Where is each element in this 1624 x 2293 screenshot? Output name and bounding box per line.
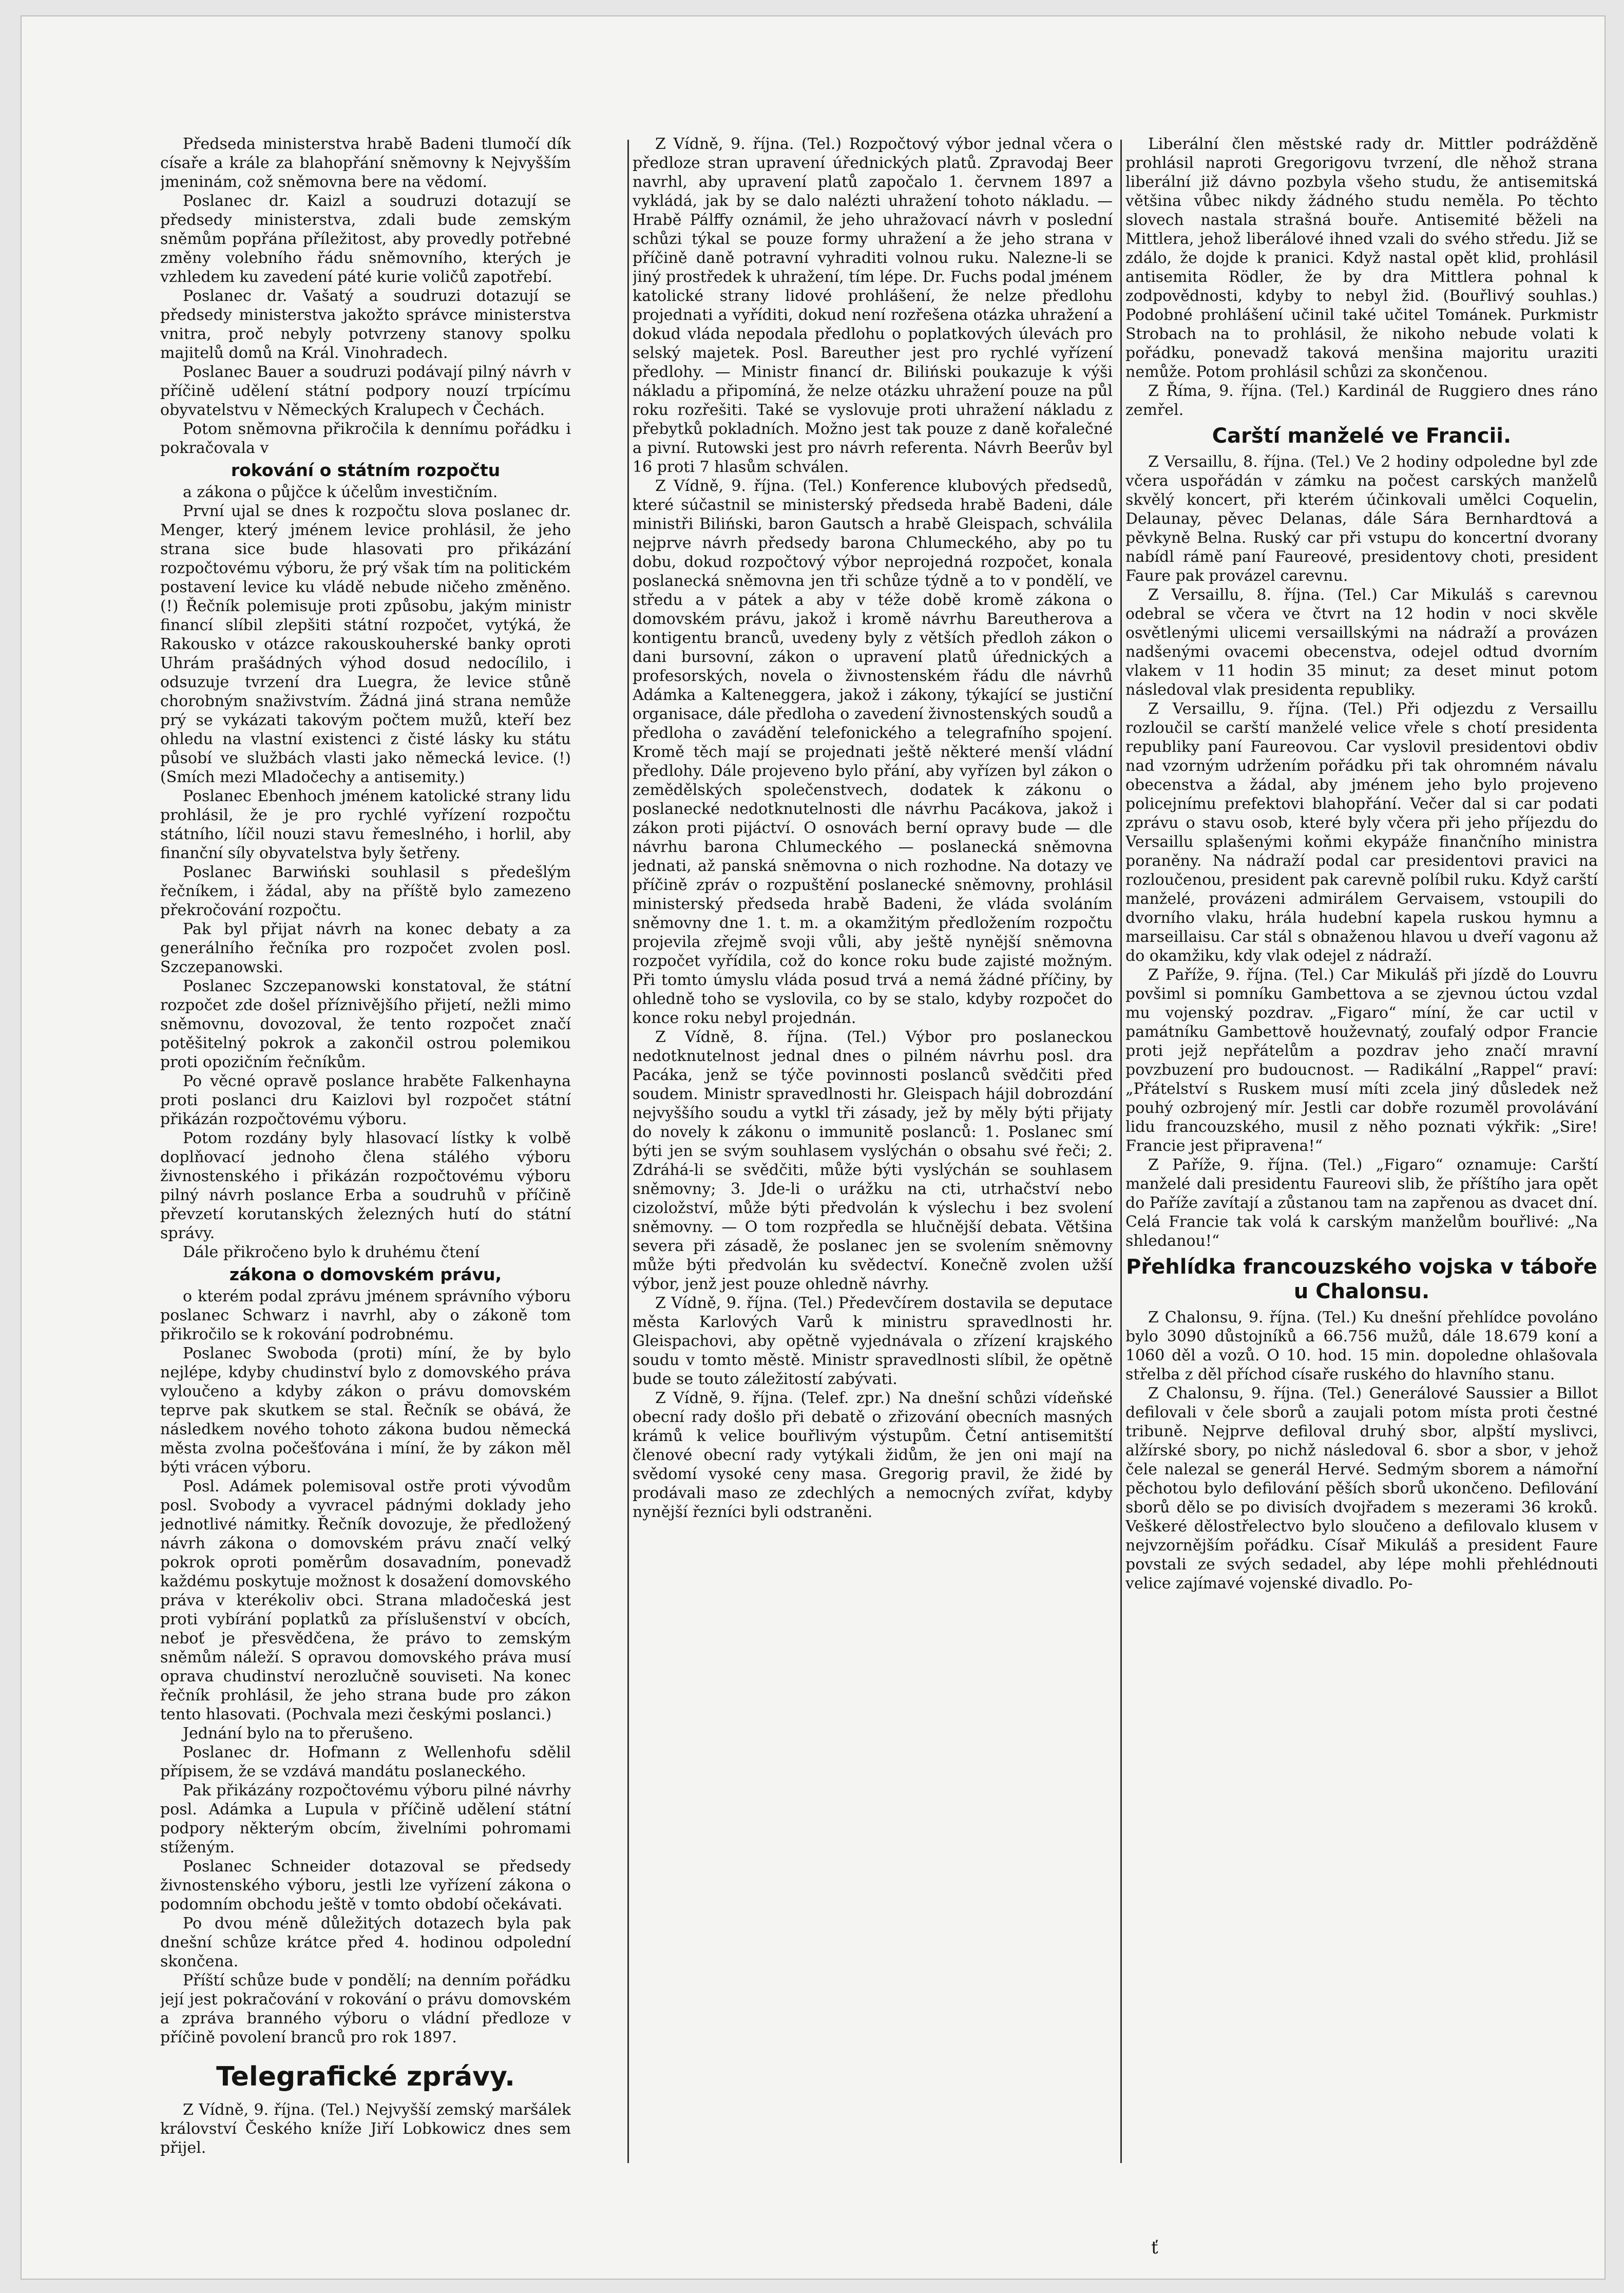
paragraph: První ujal se dnes k rozpočtu slova poslanec dr. Menger, který jménem levice prohlásil, že jeho strana sice bude hlasovati pro přikázání rozpočtovému výboru, že prý však tím na politickém postavení levice ku vládě nebude ničeho změněno. (!) Řečník polemisuje proti způsobu, jakým ministr financí slíbil zlepšiti státní rozpočet, vytýká, že Rakousko v otázce rakouskouherské banky oproti Uhrám prašádných výhod dosud nedocílilo, i odsuzuje tvrzení dra Luegra, že levice stůně chorobným snaživstvím. Žádná jiná strana nemůže prý se vykázati takovým počtem mužů, kteří bez ohledu na vlastní existenci z čisté lásky ku státu působí ve službách vlasti jako německá levice. (!) (Smích mezi Mladočechy a antisemity.) — [160, 502, 571, 786]
paragraph: Předseda ministerstva hrabě Badeni tlumočí dík císaře a krále za blahopřání sněmovny k Nejvyšším jmeninám, což sněmovna bere na vědomí. — [160, 135, 571, 191]
section-heading: rokování o státním rozpočtu — [231, 460, 501, 480]
paragraph: Liberální člen městské rady dr. Mittler podrážděně prohlásil naproti Gregorigovu tvrzení, dle něhož strana liberální již dávno pozbyla všeho studu, že antisemitská většina vůbec nikdy žádného studu neměla. Po těchto slovech nastala strašná bouře. Antisemité běželi na Mittlera, jehož liberálové ihned vzali do svého středu. Již se zdálo, že dojde k pranici. Když nastal opět klid, prohlásil antisemita Rödler, že by dra Mittlera pohnal k zodpovědnosti, kdyby to nebyl žid. (Bouřlivý souhlas.) Podobné prohlášení učinil také učitel Tománek. Purkmistr Strobach na to prohlásil, že nikoho nebude volati k pořádku, ponevadž taková menšina majoritu uraziti nemůže. Potom prohlásil schůzi za skončenou. — [1125, 135, 1598, 381]
paragraph: Po věcné opravě poslance hraběte Falkenhayna proti poslanci dru Kaizlovi byl rozpočet státní přikázán rozpočtovému výboru. — [160, 1072, 571, 1128]
telegraph-heading: Telegrafické zprávy. — [216, 2061, 515, 2092]
section-heading: Přehlídka francouzského vojska v táboře u Chalonsu. — [1126, 1255, 1597, 1303]
paragraph: Z Vídně, 9. října. (Tel.) Nejvyšší zemský maršálek království Českého kníže Jiří Lobkowicz dnes sem přijel. — [160, 2101, 571, 2157]
paragraph: a zákona o půjčce k účelům investičním. — [183, 483, 498, 501]
column-2 — [633, 135, 1113, 2168]
paragraph: Dále přikročeno bylo k druhému čtení — [183, 1243, 480, 1261]
paragraph: Z Vídně, 9. října. (Telef. zpr.) Na dnešní schůzi vídeňské obecní rady došlo při debatě o zřizování obecních masných krámů k velice bouřlivým výstupům. Četní antisemitští členové obecní rady vytýkali židům, že jen oni mají na svědomí vysoké ceny masa. Gregorig pravil, že židé by prodávali maso ze zdechlých a nemocných zvířat, kdyby nynější řezníci byli odstraněni. — [633, 1389, 1113, 1521]
paragraph: Z Versaillu, 8. října. (Tel.) Car Mikuláš s carevnou odebral se včera ve čtvrt na 12 hodin v noci skvěle osvětlenými ulicemi versaillskými na nádraží a provázen nadšenými ovacemi obecenstva, odejel odtud dvorním vlakem v 11 hodin 35 minut; za deset minut potom následoval vlak presidenta republiky. — [1125, 586, 1598, 699]
paragraph: Pak přikázány rozpočtovému výboru pilné návrhy posl. Adámka a Lupula v příčině udělení státní podpory některým obcím, živelními pohromami stíženým. — [160, 1782, 571, 1856]
paragraph: Poslanec Swoboda (proti) míní, že by bylo nejlépe, kdyby chudinství bylo z domovského práva vyloučeno a kdyby zákon o právu domovském teprve pak skutkem se stal. Řečník se obává, že následkem nového tohoto zákona budou německá města zvolna počešťována i míní, že by zákon měl býti vrácen výboru. — [160, 1344, 571, 1476]
footer-mark: ť — [1151, 2238, 1158, 2258]
paragraph: Z Vídně, 9. října. (Tel.) Rozpočtový výbor jednal včera o předloze stran upravení úřednických platů. Zpravodaj Beer navrhl, aby upravení platů započalo 1. červnem 1897 a vykládá, jak by se dalo nalézti uhražení tohoto nákladu. — Hrabě Pálffy oznámil, že jeho uhražovací návrh v poslední schůzi týkal se pouze formy uhražení a že jeho strana v příčině daně potravní vyhraditi volnou ruku. Nalezne-li se jiný prostředek k uhražení, tím lépe. Dr. Fuchs podal jménem katolické strany lidové prohlášení, že nelze předlohu projednati a vyříditi, dokud není rozřešena otázka uhražení a dokud vláda nepodala předlohu o poplatkových úlevách pro selský majetek. Posl. Bareuther jest pro rychlé vyřízení předlohy. — Ministr financí dr. Biliński poukazuje k výši nákladu a připomíná, že nelze otázku uhražení pouze na půl roku rozřešiti. Také se vyslovuje proti uhražení nákladu z přebytků pokladních. Možno jest tak pouze z daně kořalečné a pivní. Rutowski jest pro návrh referenta. Návrh Beerův byl 16 proti 7 hlasům schválen. — [633, 135, 1113, 476]
paragraph: Z Chalonsu, 9. října. (Tel.) Generálové Saussier a Billot defilovali v čele sborů a zaujali potom místa proti čestné tribuně. Nejprve defiloval druhý sbor, alpští myslivci, alžírské sbory, po nichž následoval 6. sbor a sbor, v jehož čele nalezal se generál Hervé. Sedmým sborem a námořní pěchotou bylo defilování pěších sborů ukončeno. Defilování sborů dělo se po divisích dvojřadem s mezerami 36 kroků. Veškeré dělostřelectvo bylo sloučeno a defilovalo klusem v nejvzornějším pořádku. Císař Mikuláš a president Faure povstali ze svých sedadel, aby lépe mohli přehlédnouti velice zajímavé vojenské divadlo. Po- — [1125, 1385, 1598, 1593]
paragraph: Poslanec Bauer a soudruzi podávají pilný návrh v příčině udělení státní podpory nouzí trpícímu obyvatelstvu v Německých Kralupech v Čechách. — [160, 363, 571, 419]
paragraph: Z Paříže, 9. října. (Tel.) „Figaro“ oznamuje: Carští manželé dali presidentu Faureovi slib, že příštího jara opět do Paříže zavítají a zůstanou tam na zapřenou as dvacet dní. Celá Francie tak volá k carským manželům bouřlivé: „Na shledanou!“ — [1125, 1156, 1598, 1250]
newspaper-page — [21, 15, 1606, 2280]
paragraph: Z Versaillu, 8. října. (Tel.) Ve 2 hodiny odpoledne byl zde včera uspořádán v zámku na počest carských manželů skvělý koncert, při kterém účinkovali umělci Coquelin, Delaunay, pěvec Delanas, dále Sára Bernhardtová a pěvkyně Belna. Ruský car při vstupu do koncertní dvorany nabídl rámě paní Faureové, presidentovy choti, president Faure pak provázel carevnu. — [1125, 453, 1598, 585]
column-1 — [160, 135, 571, 2168]
paragraph: Z Paříže, 9. října. (Tel.) Car Mikuláš při jízdě do Louvru povšiml si pomníku Gambettova a se zjevnou úctou vzdal mu vojenský pozdrav. „Figaro“ míní, že car uctil v památníku Gambettově houževnatý, zoufalý odpor Francie proti jejž nepřátelům a pozdrav jeho značí mravní povzbuzení pro budoucnost. — Radikální „Rappel“ praví: „Přátelství s Ruskem musí míti zcela jiný důsledek než pouhý ozbrojený mír. Jestli car dobře rozuměl provolávání lidu francouzského, musil z něho poznati výkřik: „Sire! Francie jest připravena!“ — [1125, 966, 1598, 1155]
column-divider — [627, 140, 629, 2163]
paragraph: Poslanec Ebenhoch jménem katolické strany lidu prohlásil, že je pro rychlé vyřízení rozpočtu státního, líčil nouzi stavu řemeslného, i horlil, aby finanční síly obyvatelstva byly šetřeny. — [160, 787, 571, 862]
paragraph: Poslanec Schneider dotazoval se předsedy živnostenského výboru, jestli lze vyřízení zákona o podomním obchodu ještě v tomto období očekávati. — [160, 1858, 571, 1913]
section-heading: zákona o domovském právu, — [229, 1264, 502, 1284]
paragraph: Potom rozdány byly hlasovací lístky k volbě doplňovací jednoho člena stálého výboru živnostenského i přikázán rozpočtovému výboru pilný návrh poslance Erba a soudruhů v příčině převzetí korutanských železných hutí do státní správy. — [160, 1129, 571, 1242]
paragraph: Posl. Adámek polemisoval ostře proti vývodům posl. Svobody a vyvracel pádnými doklady jeho jednotlivé námitky. Řečník dovozuje, že předložený návrh zákona o domovském právu značí velký pokrok oproti poměrům dosavadním, ponevadž každému poskytuje možnost k dosažení domovského práva v kterékoliv obci. Strana mladočeská jest proti vybírání poplatků za příslušenství v obcích, neboť je přesvědčena, že právo to zemským sněmům náleží. S opravou domovského práva musí oprava chudinství nerozlučně souviseti. Na konec řečník prohlásil, že jeho strana bude pro zákon tento hlasovati. (Pochvala mezi českými poslanci.) — [160, 1477, 571, 1723]
paragraph: Poslanec dr. Hofmann z Wellenhofu sdělil přípisem, že se vzdává mandátu poslaneckého. — [160, 1744, 571, 1780]
paragraph: Poslanec dr. Kaizl a soudruzi dotazují se předsedy ministerstva, zdali bude zemským sněmům popřána příležitost, aby provedly potřebné změny volebního řádu sněmovního, kterých je vzhledem ku zavedení páté kurie voličů zapotřebí. — [160, 192, 571, 286]
paragraph: Poslanec dr. Vašatý a soudruzi dotazují se předsedy ministerstva jakožto správce ministerstva vnitra, proč nebyly potvrzeny stanovy spolku majitelů domů na Král. Vinohradech. — [160, 287, 571, 362]
paragraph: Z Vídně, 8. října. (Tel.) Výbor pro poslaneckou nedotknutelnost jednal dnes o pilném návrhu posl. dra Pacáka, jenž se týče povinnosti poslanců svědčiti před soudem. Ministr spravedlnosti hr. Gleispach hájil dobrozdání nejvyššího soudu a vytkl tři zásady, jež by měly býti přijaty do novely k zákonu o immunitě poslanců: 1. Poslanec smí býti jen se svým souhlasem vyslýchán o obsahu své řeči; 2. Zdráhá-li se svědčiti, může býti vyslýchán se souhlasem sněmovny; 3. Jde-li o urážku na cti, utrhačství nebo cizoložství, může býti předvolán k výslechu i bez svolení sněmovny. — O tom rozpředla se hlučnější debata. Většina severa při zásadě, že poslanec jen se svolením sněmovny může býti předvolán ku svědectví. Konečně zvolen užší výbor, jenž jest pouze ohledně návrhy. — [633, 1028, 1113, 1293]
column-divider — [1120, 140, 1122, 2163]
section-heading: Carští manželé ve Francii. — [1212, 424, 1512, 448]
paragraph: Po dvou méně důležitých dotazech byla pak dnešní schůze krátce před 4. hodinou odpolední skončena. — [160, 1915, 571, 1970]
paragraph: Z Versaillu, 9. října. (Tel.) Při odjezdu z Versaillu rozloučil se carští manželé velice vřele s chotí presidenta republiky paní Faureovou. Car vyslovil presidentovi obdiv nad vzorným udržením pořádku při tak ohromném návalu obecenstva a žádal, aby jménem jeho bylo projeveno policejnímu prefektovi blahopřání. Večer dal si car podati zprávu o stavu osob, které byly včera při jeho příjezdu do Versaillu splašenými koňmi ekypáže finančního ministra poraněny. Na nádraží podal car presidentovi pravici na rozloučenou, president pak carevně políbil ruku. Když carští manželé, provázeni admirálem Gervaisem, vstoupili do dvorního vlaku, hrála hudební kapela ruskou hymnu a marseillaisu. Car stál s obnaženou hlavou u dveří vagonu až do okamžiku, kdy vlak odejel z nádraží. — [1125, 700, 1598, 965]
paragraph: Jednání bylo na to přerušeno. — [183, 1725, 413, 1742]
paragraph: Poslanec Szczepanowski konstatoval, že státní rozpočet zde došel příznivějšího přijetí, nežli mimo sněmovnu, dovozoval, že tento rozpočet značí potěšitelný pokrok a zakončil ostrou polemikou proti opozičním řečníkům. — [160, 977, 571, 1071]
paragraph: Z Vídně, 9. října. (Tel.) Konference klubových předsedů, které súčastnil se ministerský předseda hrabě Badeni, dále ministři Biliński, baron Gautsch a hrabě Gleispach, schválila nejprve návrh předsedy barona Chlumeckého, aby po tu dobu, dokud rozpočtový výbor neprojedná rozpočet, konala poslanecká sněmovna jen tři schůze týdně a to v pondělí, ve středu a v pátek a aby v téže době kromě zákona o domovském právu, jakož i kromě návrhu Bareutherova a kontigentu branců, uvedeny byly z větších předloh zákon o dani bursovní, zákon o upravení platů úřednických a profesorských, novela o živnostenském řádu dle návrhů Adámka a Kalteneggera, jakož i zákony, týkající se justiční organisace, dále předloha o zavedení živnostenských soudů a předloha o zavádění telefonického a telegrafního spojení. Kromě těch mají se projednati ještě některé menší vládní předlohy. Dále projeveno bylo přání, aby vyřízen byl zákon o zemědělských společenstvech, dodatek k zákonu o poslanecké nedotknutelnosti dle návrhu Pacákova, jakož i zákon proti pijáctví. O osnovách berní opravy bude — dle návrhu barona Chlumeckého — poslanecká sněmovna jednati, až panská sněmovna o nich rozhodne. Na dotazy ve příčině zpráv o rozpuštění poslanecké sněmovny, prohlásil ministerský předseda hrabě Badeni, že vláda svoláním sněmovny dne 1. t. m. a okamžitým předložením rozpočtu projevila zřejmě svoji vůli, aby ještě nynější sněmovna rozpočet vyřídila, což do konce roku bude zajisté možným. Při tomto úmyslu vláda posud trvá a nemá žádné příčiny, by ohledně toho se vyslovila, co by se stalo, kdyby rozpočet do konce roku nebyl projednán. — [633, 477, 1113, 1027]
paragraph: Potom sněmovna přikročila k dennímu pořádku i pokračovala v — [160, 420, 571, 457]
column-3 — [1125, 135, 1598, 2168]
paragraph: Z Vídně, 9. října. (Tel.) Předevčírem dostavila se deputace města Karlových Varů k ministru spravedlnosti hr. Gleispachovi, aby opětně vyjednávala o zřízení krajského soudu v tomto městě. Ministr spravedlnosti slíbil, že opětně bude se touto záležitostí zabývati. — [633, 1294, 1113, 1388]
paragraph: Z Chalonsu, 9. října. (Tel.) Ku dnešní přehlídce povoláno bylo 3090 důstojníků a 66.756 mužů, dále 18.679 koní a 1060 děl a vozů. O 10. hod. 15 min. dopoledne ohlašovala střelba z děl příchod císaře ruského do hlavního stanu. — [1125, 1309, 1598, 1384]
paragraph: Příští schůze bude v pondělí; na denním pořádku její jest pokračování v rokování o právu domovském a zpráva branného výboru o vládní předloze v příčině povolení branců pro rok 1897. — [160, 1972, 571, 2046]
paragraph: Poslanec Barwiński souhlasil s předešlým řečníkem, i žádal, aby na příště bylo zamezeno překročování rozpočtu. — [160, 863, 571, 919]
paragraph: Z Říma, 9. října. (Tel.) Kardinál de Ruggiero dnes ráno zemřel. — [1125, 382, 1598, 419]
paragraph: Pak byl přijat návrh na konec debaty a za generálního řečníka pro rozpočet zvolen posl. Szczepanowski. — [160, 920, 571, 976]
paragraph: o kterém podal zprávu jménem správního výboru poslanec Schwarz i navrhl, aby o zákoně tom přikročilo se k rokování podrobnému. — [160, 1287, 571, 1343]
